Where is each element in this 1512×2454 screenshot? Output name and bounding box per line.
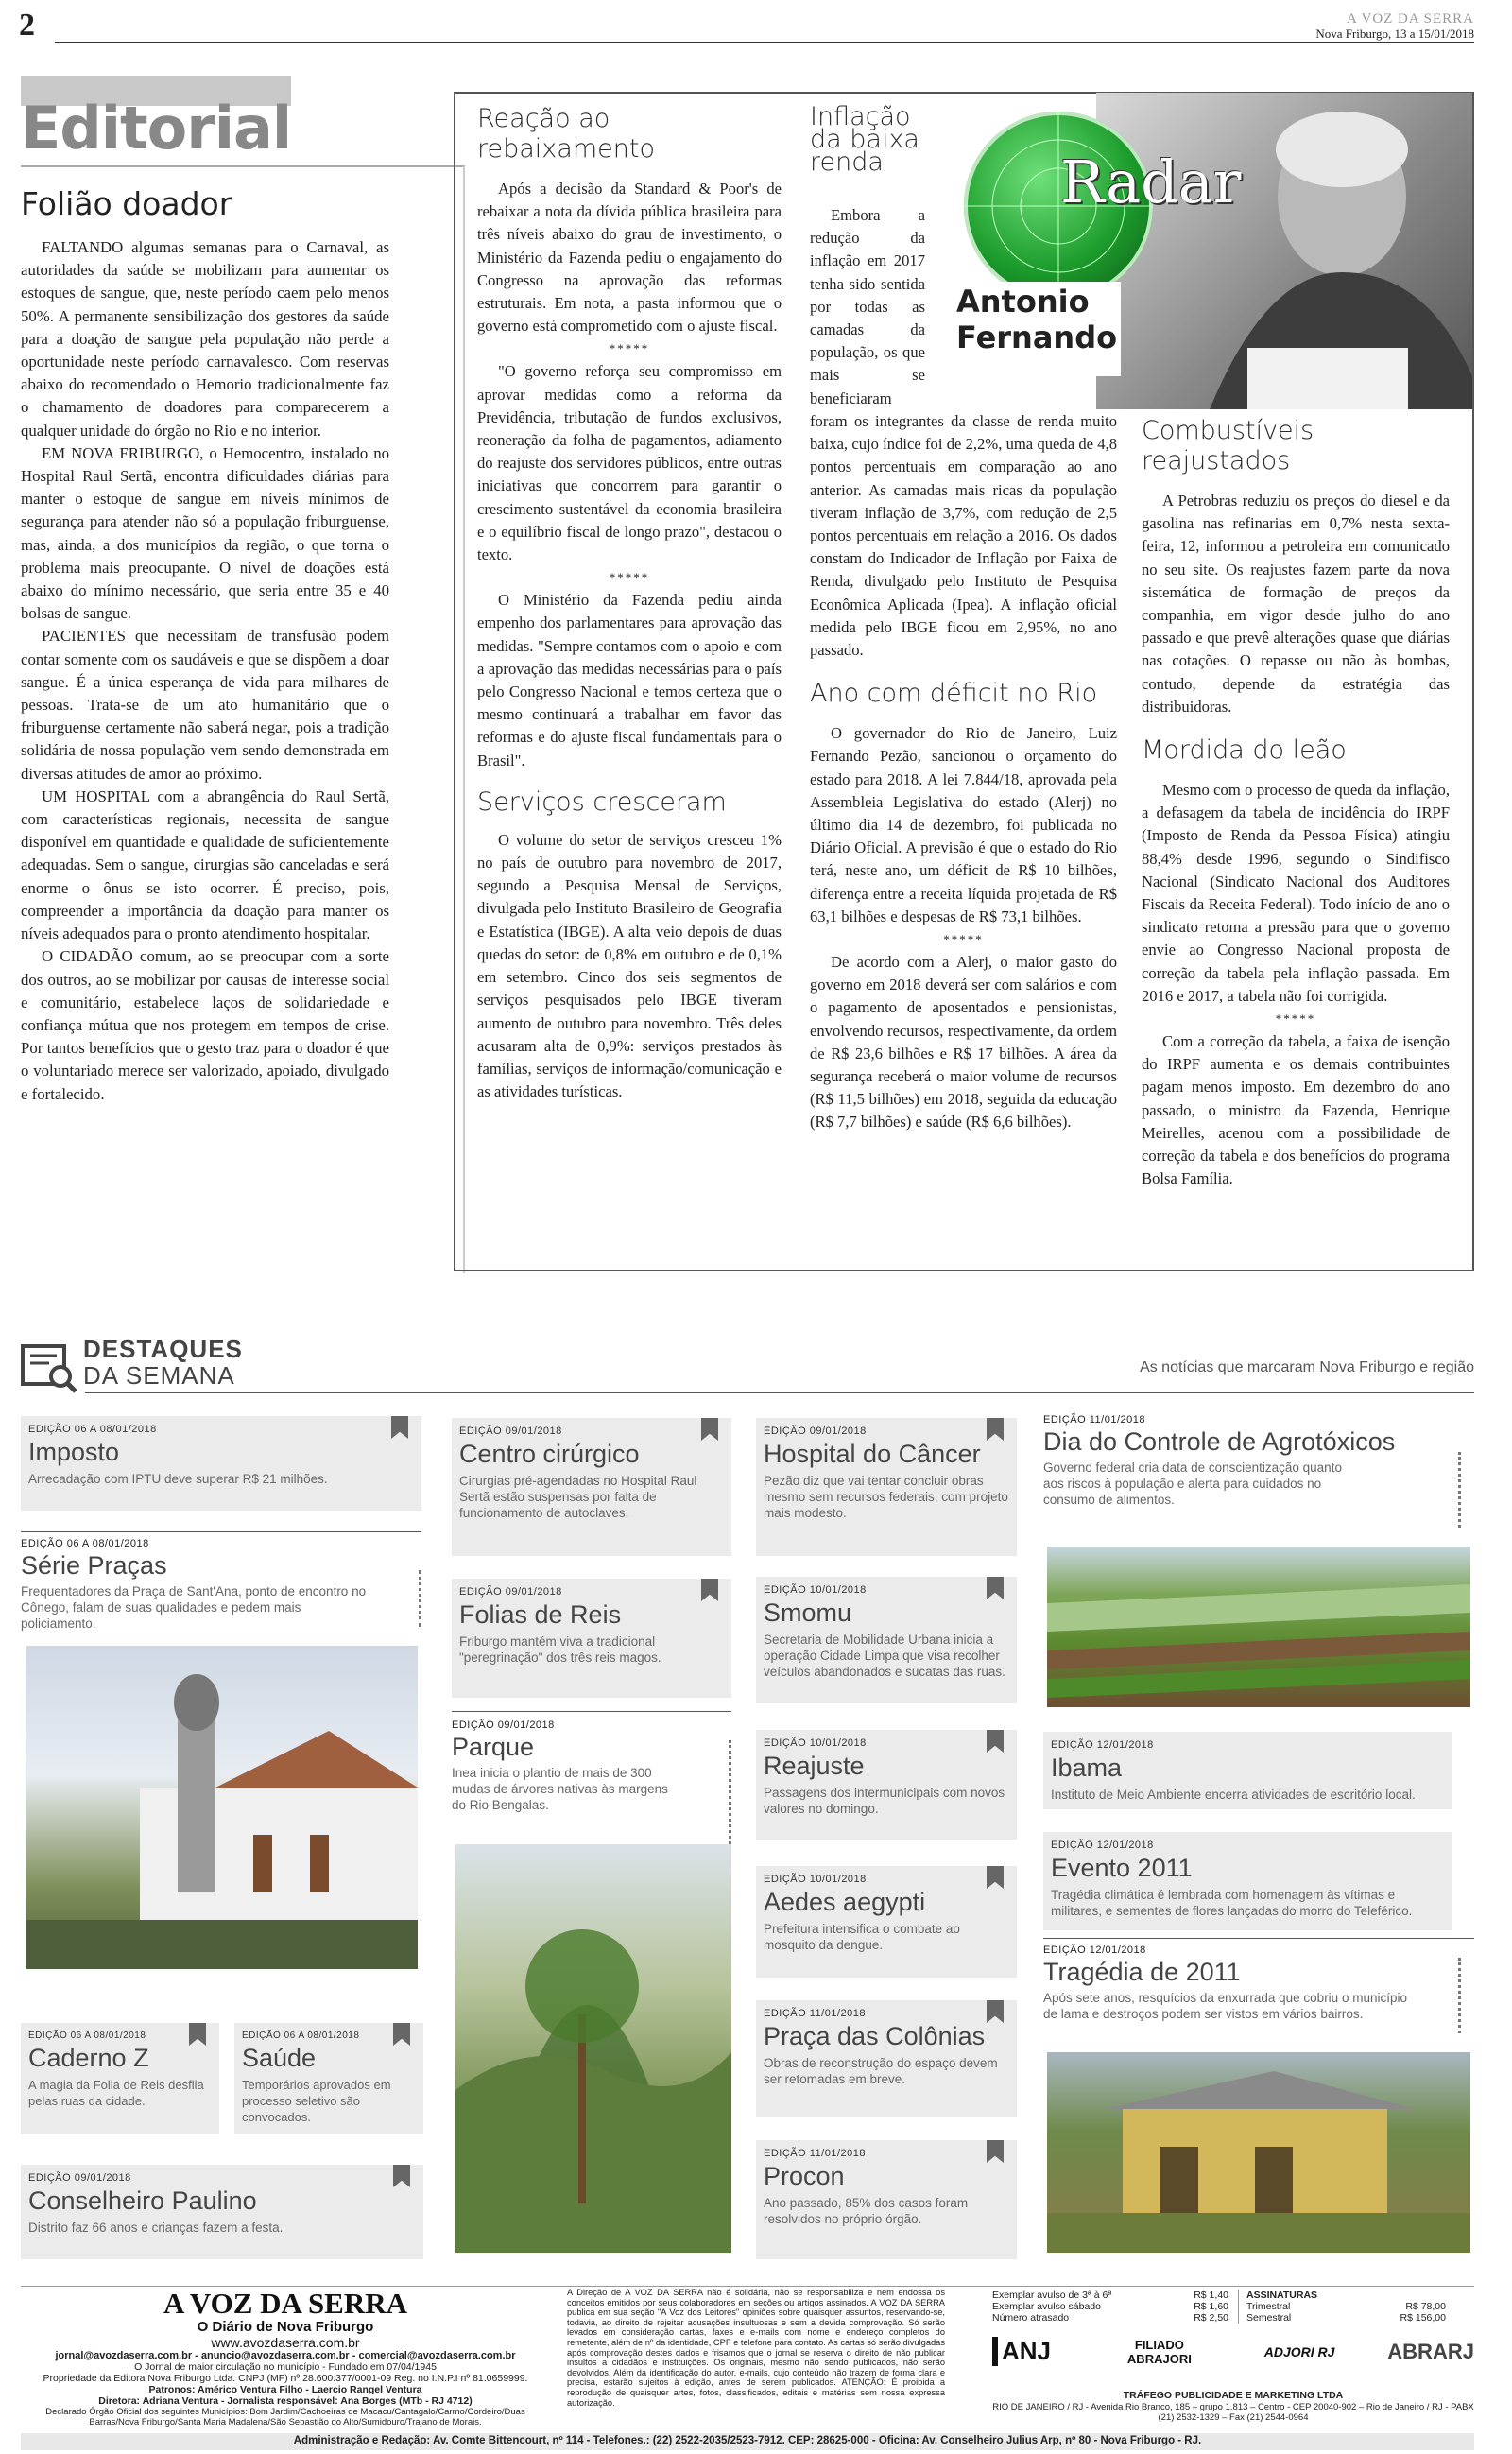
card-desc: Friburgo mantém viva a tradicional "peregrinação" dos três reis magos. <box>459 1634 662 1665</box>
card-title: Imposto <box>28 1438 120 1466</box>
dotted-line <box>419 1570 421 1627</box>
card-edition: EDIÇÃO 12/01/2018 <box>1051 1840 1154 1851</box>
price-row: Exemplar avulso sábado R$ 1,60 <box>992 2301 1228 2312</box>
card-desc: Cirurgias pré-agendadas no Hospital Raul Sertã estão suspensas por falta de funcionamento de autoclaves. <box>459 1474 697 1520</box>
card-edition: EDIÇÃO 12/01/2018 <box>1051 1739 1154 1751</box>
photo-agrotoxicos <box>1047 1547 1470 1707</box>
card-title: Hospital do Câncer <box>764 1440 981 1468</box>
photo-praca <box>26 1646 418 1969</box>
card-edition: EDIÇÃO 12/01/2018 <box>1043 1944 1146 1956</box>
destaques-title2: DA SEMANA <box>83 1361 235 1390</box>
subs-title: ASSINATURAS <box>1246 2290 1318 2301</box>
radar-col1-h2: Serviços cresceram <box>477 786 727 817</box>
destaques-tagline: As notícias que marcaram Nova Friburgo e região <box>1140 1359 1474 1375</box>
radar-col3-p2: Mesmo com o processo de queda da inflação, a defasagem da tabela de incidência do IRPF (Imposto de Renda da Pessoa Física) atingiu 88,4% desde 1996, segundo o Sindifisco Nacional (Sindicato Nacional dos Auditores Fiscais da Receita Federal). Todo início de ano o sindicato retoma a pressão para que o governo envie ao Congresso Nacional proposta de correção da tabela pela inflação passada. Em 2016 e 2017, a tabela não foi corrigida. <box>1142 781 1450 1005</box>
news-card[interactable] <box>1043 1832 1452 1930</box>
price-row: Exemplar avulso de 3ª à 6ª R$ 1,40 <box>992 2290 1228 2301</box>
bookmark-icon <box>987 1418 1004 1441</box>
news-card[interactable] <box>756 1866 1017 1978</box>
card-title: Centro cirúrgico <box>459 1440 640 1468</box>
footer-l1: O Jornal de maior circulação no município - Fundado em 07/04/1945 <box>134 2361 437 2373</box>
radar-col2-p3: De acordo com a Alerj, o maior gasto do governo em 2018 deverá ser com salários e com o pagamento de aposentados e pensionistas, envolvendo recursos, respectivamente, da ordem de R$ 23,6 bilhões e R$ 17 bilhões. A área da segurança receberá o maior volume de recursos (R$ 11,5 bilhões) em 2018, seguida da educação (R$ 7,7 bilhões) e saúde (R$ 6,6 bilhões). <box>810 953 1117 1132</box>
card-edition: EDIÇÃO 10/01/2018 <box>764 1584 867 1596</box>
card-desc: Arrecadação com IPTU deve superar R$ 21 milhões. <box>28 1472 328 1486</box>
card-edition: EDIÇÃO 11/01/2018 <box>764 2008 866 2019</box>
editorial-label: Editorial <box>21 94 292 163</box>
footer-logos <box>992 2337 1474 2366</box>
news-card[interactable] <box>21 2023 219 2134</box>
card-desc: Governo federal cria data de conscientização quanto aos riscos à população e alerta para cuidados no consumo de alimentos. <box>1043 1460 1342 1507</box>
card-desc: Distrito faz 66 anos e crianças fazem a festa. <box>28 2221 284 2235</box>
radar-col3-h2: Mordida do leão <box>1142 735 1347 766</box>
masthead-small: A VOZ DA SERRA <box>1347 11 1474 26</box>
radar-col2-h1: Inflação da baixa renda <box>810 102 919 177</box>
news-card[interactable] <box>756 1577 1017 1703</box>
card-title: Smomu <box>764 1599 852 1627</box>
footer-site[interactable]: www.avozdaserra.com.br <box>211 2335 360 2350</box>
card-edition: EDIÇÃO 06 A 08/01/2018 <box>21 1538 149 1549</box>
dotted-line <box>729 1740 731 1844</box>
dotted-line <box>1458 1958 1461 2033</box>
news-card[interactable] <box>21 1416 421 1511</box>
card-desc: Obras de reconstrução do espaço devem ser retomadas em breve. <box>764 2056 998 2086</box>
news-card[interactable] <box>756 2140 1017 2259</box>
photo-parque <box>455 1844 731 2253</box>
news-card[interactable] <box>756 1418 1017 1556</box>
card-title: Folias de Reis <box>459 1600 622 1629</box>
card-parque[interactable] <box>452 1711 731 2259</box>
radar-col2-body <box>810 410 1117 1134</box>
footer-l3: Patronos: Américo Ventura Filho - Laercio Rangel Ventura <box>148 2384 422 2395</box>
card-edition: EDIÇÃO 10/01/2018 <box>764 1737 867 1749</box>
radar-title: Radar <box>1060 147 1242 216</box>
radar-col2-h2: Ano com déficit no Rio <box>810 679 1098 709</box>
footer-bottom: Administração e Redação: Av. Comte Bittencourt, nº 114 - Telefones.: (22) 2522-2035/2523-7912. CEP: 28625-000 - Oficina: Av. Conselheiro Julius Arp, nº 80 - Nova Friburgo - RJ. <box>293 2435 1202 2446</box>
bookmark-icon <box>189 2023 206 2046</box>
card-desc: Temporários aprovados em processo seletivo são convocados. <box>242 2078 391 2124</box>
card-edition: EDIÇÃO 11/01/2018 <box>764 2148 866 2159</box>
bookmark-icon <box>701 1418 718 1441</box>
card-series-praças[interactable] <box>21 1531 421 1985</box>
card-edition: EDIÇÃO 06 A 08/01/2018 <box>242 2031 360 2041</box>
anj-logo: ANJ <box>992 2337 1055 2366</box>
card-desc: Prefeitura intensifica o combate ao mosquito da dengue. <box>764 1922 960 1952</box>
card-desc: Frequentadores da Praça de Sant'Ana, ponto de encontro no Cônego, falam de suas qualidades e pedem mais policiamento. <box>21 1584 367 1631</box>
footer-disclaimer: A Direção de A VOZ DA SERRA não é solidária, não se responsabiliza e nem endossa os conceitos emitidos por seus colaboradores em seções ou artigos assinados. A VOZ DA SERRA publica em sua seção "A Voz dos Leitores" opiniões sobre quaisquer assuntos, reservando-se, todavia, ao direito de rejeitar acusações insultuosas e sem a devida comprovação. Só serão levados em consideração cartas, faxes e e-mails com nome e endereço completos do remetente, além de nº da identidade, CPF e telefone para contato. As cartas só serão divulgadas após comprovação destes dados e frisamos que o jornal se reserva o direito de não publicar insultos a cidadãos e instituições. Os originais, mesmo não sendo publicados, não serão devolvidos. Além da identificação do autor, e-mails, cujo conteúdo não trazem de forma clara e precisa, estarão sujeitos à edição, antes de serem publicados. ATENÇÃO: É proibida a reprodução de quaisquer artes, fotos, classificados, editais e matérias sem nossa expressa autorização. <box>567 2288 945 2408</box>
destaques-rule <box>85 1392 1474 1393</box>
abrarj-logo: ABRARJ <box>1387 2339 1474 2363</box>
card-title: Parque <box>452 1733 535 1761</box>
sub-row: Trimestral R$ 78,00 <box>1246 2301 1446 2312</box>
radar-col1-p4: O volume do setor de serviços cresceu 1% no país de outubro para novembro de 2017, segundo a Pesquisa Mensal de Serviços, divulgada pelo Instituto Brasileiro de Geografia e Estatística (IBGE). A alta veio depois de duas quedas do setor: de 0,8% em outubro e de 0,1% em setembro. Cinco dos seis segmentos de serviços pesquisados pelo IBGE tiveram aumento de outubro para novembro. Três deles acusaram alta de 0,9%: serviços prestados às famílias, serviços de informação/comunicação e as atividades turísticas. <box>477 830 782 1101</box>
bookmark-icon <box>393 2165 410 2187</box>
separator: ***** <box>609 341 650 356</box>
card-title: Tragédia de 2011 <box>1043 1958 1241 1986</box>
editorial-body <box>21 236 389 1106</box>
editorial-p4: UM HOSPITAL com a abrangência do Raul Sertã, com características regionais, necessita de sangue disponível em quantidade e qualidade de suficientemente adequadas. Sem o sangue, cirurgias são canceladas e será enorme o ônus se isto ocorrer. É preciso, pois, compreender a importância da doação para manter os níveis adequados para o pronto atendimento hospitalar. <box>21 786 389 943</box>
card-edition: EDIÇÃO 09/01/2018 <box>452 1720 555 1731</box>
card-edition: EDIÇÃO 09/01/2018 <box>28 2172 131 2184</box>
radar-author-first: Antonio <box>956 284 1090 320</box>
card-desc: Secretaria de Mobilidade Urbana inicia a operação Cidade Limpa que visa recolher veículos abandonados e sucatas das ruas. <box>764 1633 1005 1679</box>
news-card[interactable] <box>21 2165 423 2259</box>
news-card[interactable] <box>1043 1732 1452 1809</box>
dotted-line <box>1458 1452 1461 1528</box>
card-agrotoxicos[interactable] <box>1043 1414 1474 1726</box>
bookmark-icon <box>987 2140 1004 2163</box>
news-card[interactable] <box>234 2023 423 2134</box>
sub-row: Semestral R$ 156,00 <box>1246 2312 1446 2324</box>
card-desc: Pezão diz que vai tentar concluir obras mesmo sem recursos federais, com projeto mais modesto. <box>764 1474 1008 1520</box>
abrajori-logo: FILIADO ABRAJORI <box>1126 2337 1192 2366</box>
editorial-p3: PACIENTES que necessitam de transfusão podem contar somente com os saudáveis e que se dispõem a doar sangue. É a única esperança de vida para milhares de pessoas. Trata-se de um ato humanitário que o friburguense certamente não saberá negar, pois a tradição solidária de nossa população vem sendo demonstrada em diversas atitudes de amor ao próximo. <box>21 627 389 783</box>
radar-col3-h1: Combustíveis reajustados <box>1142 416 1314 475</box>
card-title: Caderno Z <box>28 2044 149 2072</box>
footer-trafego-addr: RIO DE JANEIRO / RJ - Avenida Rio Branco, 185 – grupo 1.813 – Centro - CEP 20040-902 – Rio de Janeiro / RJ - PABX (21) 2532-1329 – Fax (21) 2544-0964 <box>992 2402 1474 2423</box>
adjori-logo: ADJORI RJ <box>1263 2343 1335 2359</box>
bookmark-icon <box>701 1579 718 1601</box>
footer-l4: Diretora: Adriana Ventura - Jornalista responsável: Ana Borges (MTb - RJ 4712) <box>98 2395 472 2407</box>
card-title: Procon <box>764 2162 845 2190</box>
page-date: Nova Friburgo, 13 a 15/01/2018 <box>1315 26 1474 41</box>
card-desc: Passagens dos intermunicipais com novos valores no domingo. <box>764 1786 1005 1816</box>
footer-subs <box>1238 2290 1446 2324</box>
editorial-title: Folião doador <box>21 185 232 222</box>
radar-banner <box>954 93 1472 414</box>
card-edition: EDIÇÃO 09/01/2018 <box>459 1586 562 1598</box>
radar-col3 <box>1142 416 1450 1190</box>
card-title: Série Praças <box>21 1551 167 1580</box>
card-edition: EDIÇÃO 06 A 08/01/2018 <box>28 1424 157 1435</box>
footer-name: A VOZ DA SERRA <box>163 2287 408 2320</box>
destaques-title1: DESTAQUES <box>83 1335 243 1363</box>
card-edition: EDIÇÃO 09/01/2018 <box>459 1426 562 1437</box>
radar-col1 <box>477 104 782 1103</box>
radar-col2-p1b: foram os integrantes da classe de renda muito baixa, cujo índice foi de 2,2%, uma queda de 4,8 pontos percentuais em comparação ao ano anterior. As camadas mais ricas da população tiveram inflação de 3,7%, com redução de 2,5 pontos percentuais em relação a 2016. Os dados constam do Indicador de Inflação por Faixa de Renda, divulgado pelo Instituto de Pesquisa Econômica Aplicada (Ipea). A inflação oficial medida pelo IBGE ficou em 2,95%, no ano passado. <box>810 412 1117 660</box>
card-edition: EDIÇÃO 09/01/2018 <box>764 1426 867 1437</box>
card-desc: Inea inicia o plantio de mais de 300 mudas de árvores nativas às margens do Rio Bengalas. <box>452 1766 668 1812</box>
radar-col1-h1: Reação ao rebaixamento <box>477 104 655 164</box>
card-title: Aedes aegypti <box>764 1888 926 1916</box>
editorial-p2: EM NOVA FRIBURGO, o Hemocentro, instalado no Hospital Raul Sertã, encontra dificuldades diárias para manter o estoque de sangue em níveis mínimos de segurança para atender não só a população friburguense, mas, ainda, a dos municípios da região, o que torna o problema mais preocupante. O nível de doações está abaixo do mínimo necessário, que seria entre 35 e 40 bolsas de sangue. <box>21 443 389 623</box>
bookmark-icon <box>987 1866 1004 1889</box>
card-desc: Ano passado, 85% dos casos foram resolvidos no próprio órgão. <box>764 2196 969 2226</box>
radar-author-last: Fernando <box>956 320 1118 355</box>
footer-left <box>21 2288 550 2428</box>
card-edition: EDIÇÃO 11/01/2018 <box>1043 1414 1145 1426</box>
news-card[interactable] <box>452 1418 731 1556</box>
bookmark-icon <box>987 2000 1004 2023</box>
card-title: Reajuste <box>764 1752 865 1780</box>
footer-emails[interactable]: jornal@avozdaserra.com.br - anuncio@avozdaserra.com.br - comercial@avozdaserra.com.br <box>55 2350 516 2361</box>
radar-col3-p1: A Petrobras reduziu os preços do diesel e da gasolina nas refinarias em 0,7% nesta sexta-feira, 12, informou a petroleira em comunicado no seu site. Os reajustes fazem parte da nova sistemática de formação de preços da companhia, em vigor desde julho do ano passado e que prevê alterações quase que diárias nas cotações. O repasse ou não às bombas, contudo, depende da estratégia das distribuidoras. <box>1142 492 1450 716</box>
card-title: Saúde <box>242 2044 317 2072</box>
card-desc: Tragédia climática é lembrada com homenagem às vítimas e militares, e sementes de flores lançadas do morro do Teleférico. <box>1051 1888 1413 1918</box>
radar-col2-p2: O governador do Rio de Janeiro, Luiz Fernando Pezão, sancionou o orçamento do estado para 2018. A lei 7.844/18, aprovada pela Assembleia Legislativa do estado (Alerj) no último dia 14 de dezembro, foi publicada no Diário Oficial. A previsão é que o estado do Rio terá, neste ano, um déficit de R$ 10 bilhões, diferença entre a receita líquida projetada de R$ 63,1 bilhões e despesas de R$ 73,1 bilhões. <box>810 724 1117 925</box>
footer-l2: Propriedade da Editora Nova Friburgo Ltda. CNPJ (MF) nº 28.600.377/0001-09 Reg. no I.N.P.I nº 81.0659999. <box>43 2373 528 2384</box>
card-title: Dia do Controle de Agrotóxicos <box>1043 1427 1396 1456</box>
price-row: Número atrasado R$ 2,50 <box>992 2312 1228 2324</box>
photo-tragedia <box>1047 2052 1470 2253</box>
bookmark-icon <box>987 1577 1004 1599</box>
card-desc: Após sete anos, resquícios da enxurrada que cobriu o município de lama e destroços podem ser vistos em vários bairros. <box>1043 1991 1407 2021</box>
separator: ***** <box>1275 1011 1316 1027</box>
card-title: Ibama <box>1051 1754 1123 1782</box>
separator: ***** <box>609 570 650 585</box>
top-rule <box>55 42 1474 43</box>
page-number: 2 <box>19 8 35 43</box>
radar-col1-p3: O Ministério da Fazenda pediu ainda empenho dos parlamentares para aprovação das medidas. "Sempre contamos com o apoio e com a aprovação das medidas necessárias para o país pelo Congresso Nacional e temos certeza que o mesmo continuará a trabalhar em favor das reformas e do ajuste fiscal fundamentais para o Brasil". <box>477 591 782 769</box>
footer-trafego: TRÁFEGO PUBLICIDADE E MARKETING LTDA <box>1123 2390 1344 2401</box>
bookmark-icon <box>391 1416 408 1439</box>
news-card[interactable] <box>756 1730 1017 1840</box>
radar-col2-p1a: Embora a redução da inflação em 2017 tenha sido sentida por todas as camadas da população, os que mais se beneficiaram <box>810 206 925 407</box>
bookmark-icon <box>393 2023 410 2046</box>
news-card[interactable] <box>452 1579 731 1698</box>
radar-col1-p1: Após a decisão da Standard & Poor's de rebaixar a nota da dívida pública brasileira para três níveis abaixo do grau de investimento, o Ministério da Fazenda pediu o engajamento do Congresso na aprovação das reformas estruturais. Em nota, a pasta informou que o governo está comprometido com o ajuste fiscal. <box>477 180 782 336</box>
footer-sub: O Diário de Nova Friburgo <box>197 2319 374 2335</box>
separator: ***** <box>943 932 984 947</box>
card-title: Evento 2011 <box>1051 1854 1193 1882</box>
card-edition: EDIÇÃO 06 A 08/01/2018 <box>28 2031 146 2041</box>
destaques-icon <box>21 1340 77 1393</box>
bookmark-icon <box>987 1730 1004 1753</box>
card-tragedia[interactable] <box>1043 1938 1474 2259</box>
card-title: Conselheiro Paulino <box>28 2186 257 2215</box>
footer-prices <box>992 2290 1228 2324</box>
card-edition: EDIÇÃO 10/01/2018 <box>764 1874 867 1885</box>
editorial-p1: FALTANDO algumas semanas para o Carnaval, as autoridades da saúde se mobilizam para aumentar os estoques de sangue, que, neste período caem pelo menos 50%. A permanente sensibilização dos gestores da saúde para a doação de sangue pela população não perde a oportunidade neste período carnavalesco. Com reservas abaixo do recomendado o Hemorio tradicionalmente faz o chamamento de doadores para comparecerem a qualquer unidade do órgão no Rio e no interior. <box>21 238 389 440</box>
radar-col3-p3: Com a correção da tabela, a faixa de isenção do IRPF aumenta e os demais contribuintes pagam menos imposto. Em dezembro do ano passado, o ministro da Fazenda, Henrique Meirelles, acenou com a possibilidade de correção da tabela e dos benefícios do programa Bolsa Família. <box>1142 1032 1450 1188</box>
card-desc: Instituto de Meio Ambiente encerra atividades de escritório local. <box>1051 1788 1416 1802</box>
footer-l5: Declarado Órgão Oficial dos seguintes Municípios: Bom Jardim/Cachoeiras de Macacu/Cantagalo/Carmo/Cordeiro/Duas Barras/Nova Friburgo/Santa Maria Madalena/São Sebastião do Alto/Sumidouro/Trajano de Morais. <box>45 2407 525 2428</box>
card-desc: A magia da Folia de Reis desfila pelas ruas da cidade. <box>28 2078 204 2108</box>
news-card[interactable] <box>756 2000 1017 2117</box>
card-title: Praça das Colônias <box>764 2022 986 2050</box>
editorial-p5: O CIDADÃO comum, ao se preocupar com a sorte dos outros, ao se mobilizar por causas de interesse social e comunitário, estabelece laços de solidariedade e confiança mútua que nos protegem em tempos de crise. Por tantos benefícios que o gesto traz para o doador é que o voluntariado merece ser valorizado, apoiado, divulgado e fortalecido. <box>21 947 389 1103</box>
radar-col1-p2: "O governo reforça seu compromisso em aprovar medidas como a reforma da Previdência, tributação de fundos exclusivos, reoneração da folha de pagamentos, adiamento do reajuste dos servidores públicos, entre outras iniciativas que concorrem para garantir o crescimento sustentável da economia brasileira e o equilíbrio fiscal de longo prazo", destacou o texto. <box>477 362 782 564</box>
